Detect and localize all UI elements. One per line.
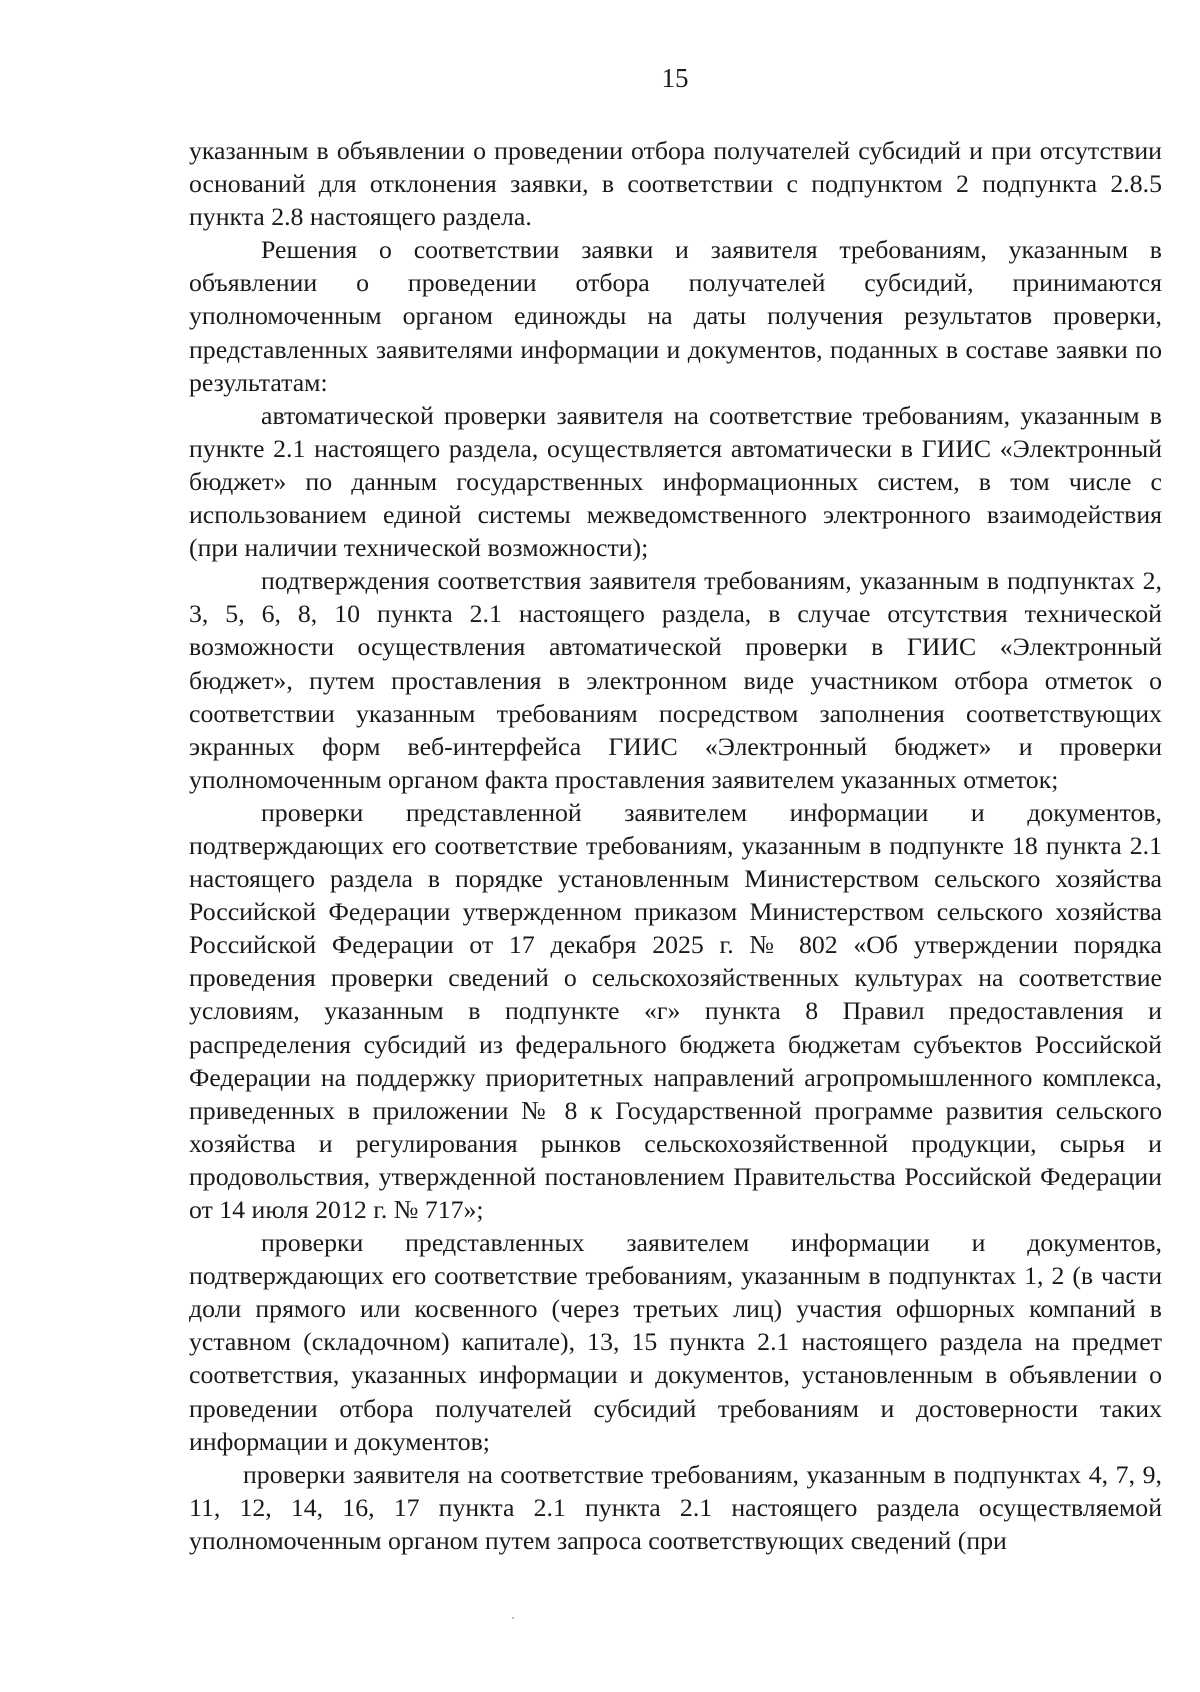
paragraph-decisions: Решения о соответствии заявки и заявителя требованиям, указанным в объявлении о проведении отбора получателей субсидий, принимаются уполномоченным органом единожды на даты получения результатов проверки, представленных заявителями информации и документов, поданных в составе заявки по результатам: [189,235,1162,397]
paragraph-confirmation: подтверждения соответствия заявителя требованиям, указанным в подпунктах 2, 3, 5, 6, 8, 10 пункта 2.1 настоящего раздела, в случае отсутствия технической возможности осуществления автоматической проверки в ГИИС «Электронный бюджет», путем проставления в электронном виде участником отбора отметок о соответствии указанным требованиям посредством заполнения соответствующих экранных форм веб-интерфейса ГИИС «Электронный бюджет» и проверки уполномоченным органом факта проставления заявителем указанных отметок; [189,566,1162,794]
document-body [189,134,1162,1557]
page-number: 15 [661,63,689,93]
paragraph-continuation: указанным в объявлении о проведении отбора получателей субсидий и при отсутствии оснований для отклонения заявки, в соответствии с подпунктом 2 подпункта 2.8.5 пункта 2.8 настоящего раздела. [189,136,1162,232]
paragraph-automatic-check: автоматической проверки заявителя на соответствие требованиям, указанным в пункте 2.1 настоящего раздела, осуществляется автоматически в ГИИС «Электронный бюджет» по данным государственных информационных систем, в том числе с использованием единой системы межведомственного электронного взаимодействия (при наличии технической возможности); [189,400,1162,563]
paragraph-check-subitem-18: проверки представленной заявителем информации и документов, подтверждающих его соответствие требованиям, указанным в подпункте 18 пункта 2.1 настоящего раздела в порядке установленным Министерством сельского хозяйства Российской Федерации утвержденном приказом Министерством сельского хозяйства Российской Федерации от 17 декабря 2025 г. № 802 «Об утверждении порядка проведения проверки сведений о сельскохозяйственных культурах на соответствие условиям, указанным в подпункте «г» пункта 8 Правил предоставления и распределения субсидий из федерального бюджета бюджетам субъектов Российской Федерации на поддержку приоритетных направлений агропромышленного комплекса, приведенных в приложении № 8 к Государственной программе развития сельского хозяйства и регулирования рынков сельскохозяйственной продукции, сырья и продовольствия, утвержденной постановлением Правительства Российской Федерации от 14 июля 2012 г. № 717»; [189,797,1162,1224]
paragraph-check-documents: проверки представленных заявителем информации и документов, подтверждающих его соответствие требованиям, указанным в подпунктах 1, 2 (в части доли прямого или косвенного (через третьих лиц) участия офшорных компаний в уставном (складочном) капитале), 13, 15 пункта 2.1 настоящего раздела на предмет соответствия, указанных информации и документов, установленным в объявлении о проведении отбора получателей субсидий требованиям и достоверности таких информации и документов; [189,1228,1162,1456]
paragraph-check-requests: проверки заявителя на соответствие требованиям, указанным в подпунктах 4, 7, 9, 11, 12, 14, 16, 17 пункта 2.1 пункта 2.1 настоящего раздела осуществляемой уполномоченным органом путем запроса соответствующих сведений (при [189,1459,1162,1555]
scan-speck [512,1617,514,1619]
